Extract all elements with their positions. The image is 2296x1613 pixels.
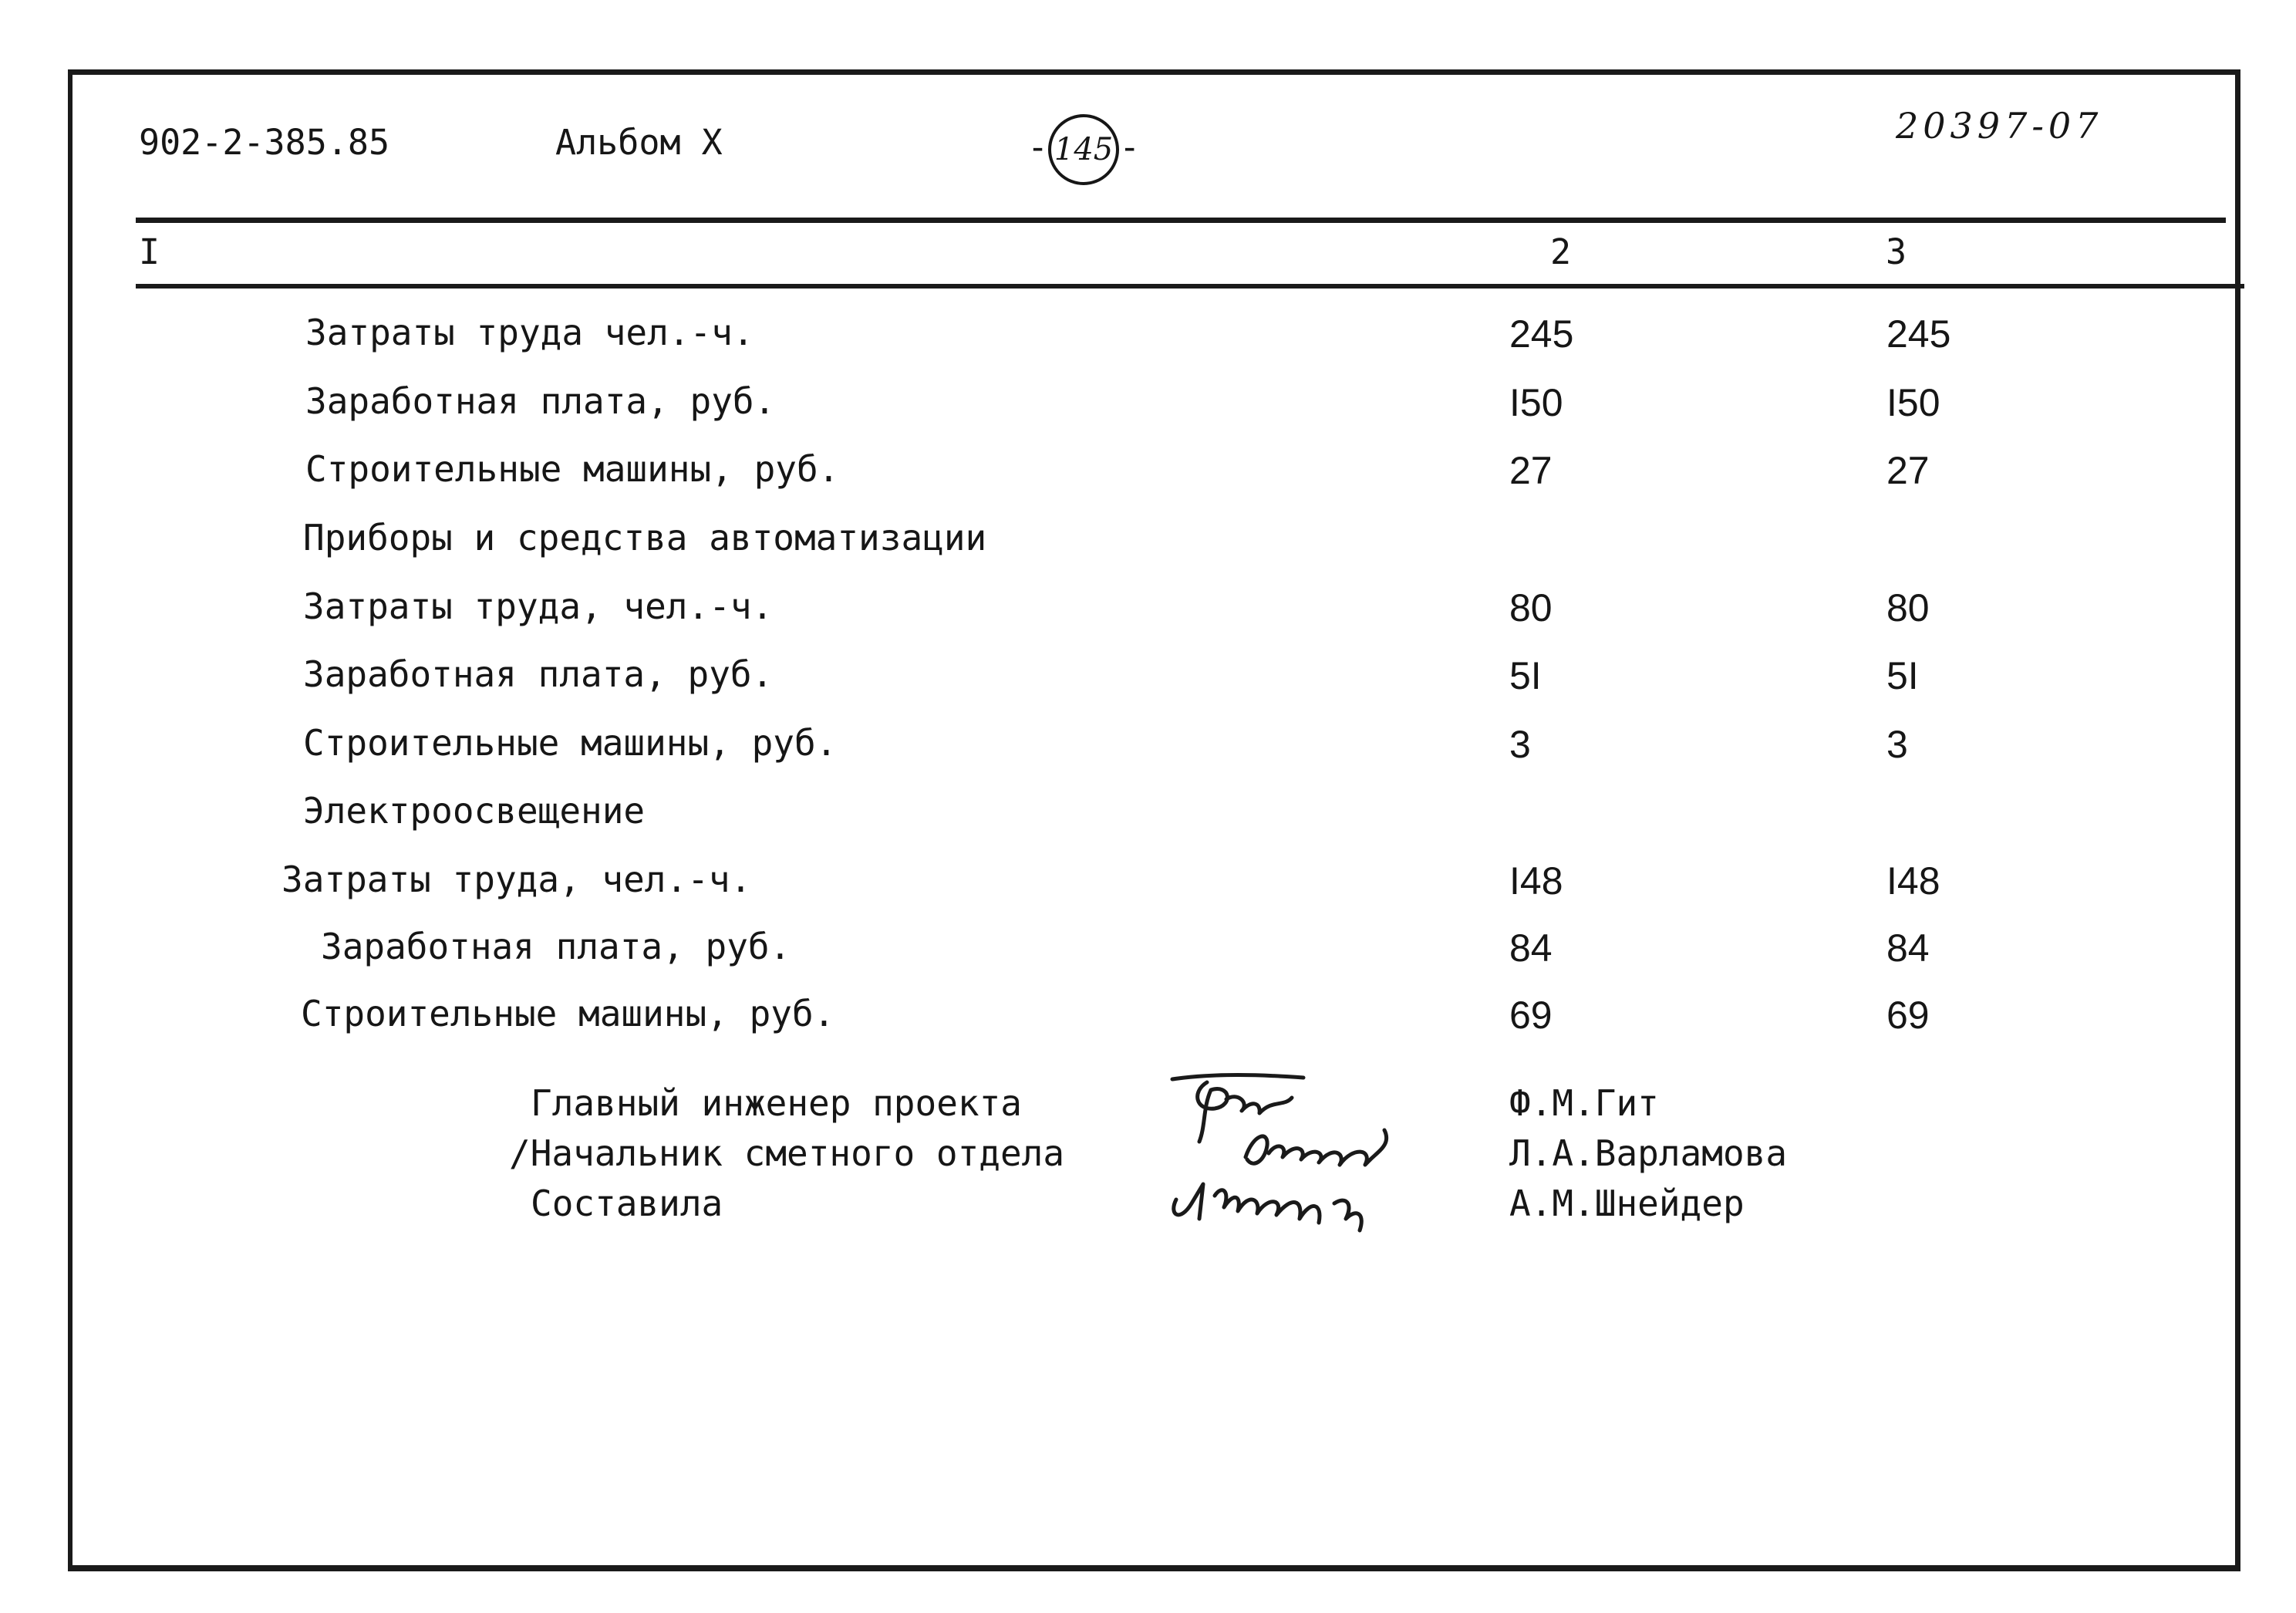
header-rule-bottom <box>136 284 2244 289</box>
row-value-col3: 27 <box>1886 449 1930 492</box>
column-header-3: 3 <box>1886 231 1907 272</box>
table-row <box>0 585 2296 647</box>
signature-title-head-text: Начальник сметного отдела <box>530 1132 1065 1174</box>
column-header-1: I <box>139 231 160 272</box>
row-value-col2: 5I <box>1509 654 1542 697</box>
row-label: Строительные машины, руб. <box>303 722 838 764</box>
table-row <box>0 926 2296 987</box>
signature-varlamova <box>1246 1130 1387 1165</box>
table-row <box>0 448 2296 510</box>
name-varlamova: Л.А.Варламова <box>1509 1132 1788 1174</box>
row-value-col3: 84 <box>1886 926 1930 970</box>
row-value-col2: I48 <box>1509 859 1563 903</box>
header-rule-top <box>136 218 2226 223</box>
row-value-col2: 3 <box>1509 723 1531 766</box>
signature-title-compiler: Составила <box>531 1183 723 1224</box>
row-value-col3: 3 <box>1886 723 1908 766</box>
table-row <box>0 859 2296 920</box>
signature-shneider <box>1174 1184 1362 1230</box>
name-git: Ф.М.Гит <box>1509 1082 1659 1124</box>
section-heading: Приборы и средства автоматизации <box>303 517 987 558</box>
row-label: Затраты труда, чел.-ч. <box>282 859 752 900</box>
page-number-circle: 145 <box>1048 114 1119 185</box>
row-label: Заработная плата, руб. <box>305 380 776 422</box>
dash-left: - <box>1027 127 1049 167</box>
row-value-col3: 69 <box>1886 994 1930 1037</box>
table-row <box>0 653 2296 715</box>
doc-code: 902-2-385.85 <box>139 122 390 163</box>
signature-title-chief-engineer: Главный инженер проекта <box>531 1082 1022 1124</box>
row-value-col3: 5I <box>1886 654 1919 697</box>
column-header-2: 2 <box>1550 231 1572 272</box>
row-value-col3: 80 <box>1886 586 1930 629</box>
row-label: Затраты труда, чел.-ч. <box>303 585 774 627</box>
section-heading-row <box>0 517 2296 579</box>
row-label: Заработная плата, руб. <box>321 926 791 967</box>
table-row <box>0 722 2296 784</box>
row-value-col3: 245 <box>1886 312 1951 356</box>
table-row <box>0 312 2296 373</box>
table-row <box>0 993 2296 1055</box>
page-number <box>1027 114 1140 185</box>
row-label: Строительные машины, руб. <box>305 448 840 490</box>
row-value-col2: 69 <box>1509 994 1553 1037</box>
name-shneider: А.М.Шнейдер <box>1509 1183 1745 1224</box>
archive-number: 20397-07 <box>1896 105 2103 147</box>
section-heading: Электроосвещение <box>303 790 646 832</box>
handwritten-signatures <box>1161 1068 1485 1246</box>
row-value-col2: 84 <box>1509 926 1553 970</box>
signature-git <box>1172 1075 1303 1142</box>
signature-titles <box>509 1078 1064 1229</box>
signature-title-head <box>509 1129 1064 1179</box>
table-row <box>0 380 2296 442</box>
row-value-col2: I50 <box>1509 381 1563 424</box>
row-label: Затраты труда чел.-ч. <box>305 312 754 353</box>
row-label: Строительные машины, руб. <box>301 993 835 1034</box>
dash-right: - <box>1119 127 1141 167</box>
slash-mark: / <box>509 1132 531 1174</box>
row-value-col2: 80 <box>1509 586 1553 629</box>
row-value-col2: 245 <box>1509 312 1574 356</box>
row-value-col2: 27 <box>1509 449 1553 492</box>
signature-names <box>1509 1078 1787 1229</box>
row-label: Заработная плата, руб. <box>303 653 774 695</box>
album-label: Альбом X <box>555 122 723 163</box>
row-value-col3: I50 <box>1886 381 1940 424</box>
section-heading-row <box>0 790 2296 852</box>
row-value-col3: I48 <box>1886 859 1940 903</box>
